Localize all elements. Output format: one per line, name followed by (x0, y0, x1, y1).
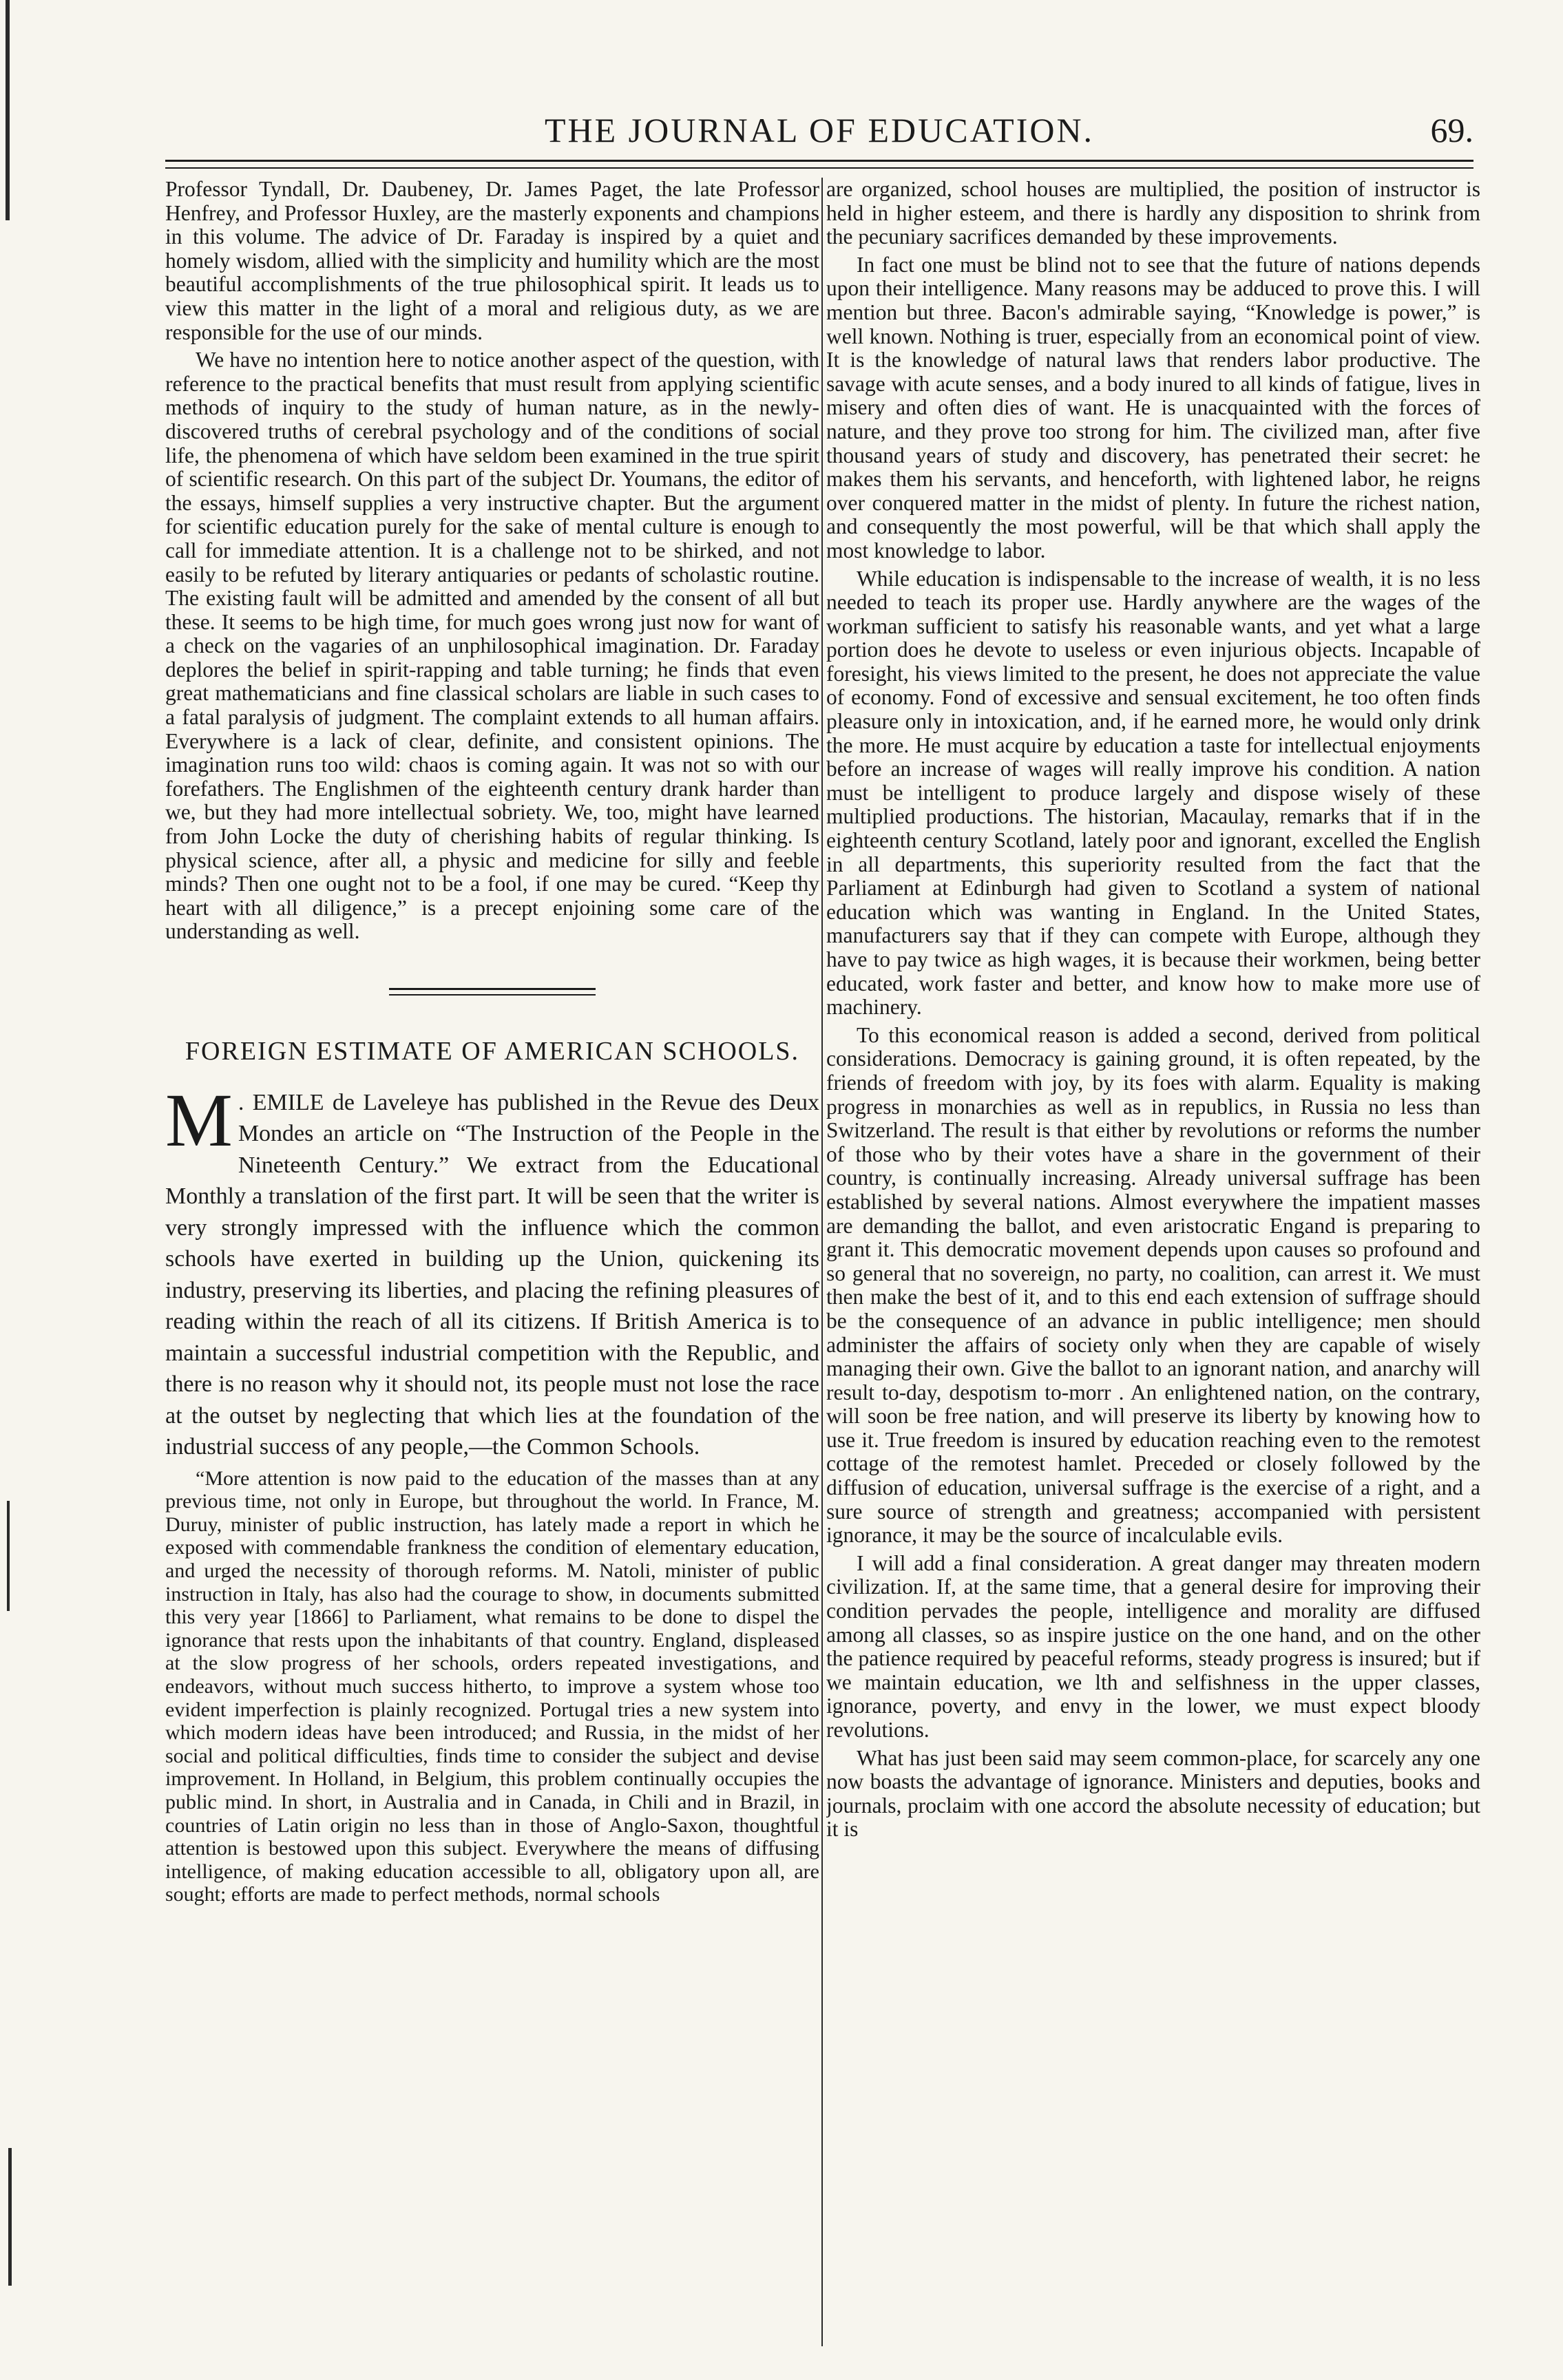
paragraph: We have no intention here to notice another aspect of the question, with reference to the practical benefits that must result from applying scientific methods of inquiry to the study of human nature, as in the newly-discovered truths of cerebral psychology and of the conditions of social life, the phenomena of which have seldom been examined in the true spirit of scientific research. On this part of the subject Dr. Youmans, the editor of the essays, himself supplies a very instructive chapter. But the argument for scientific education purely for the sake of mental culture is enough to call for immediate attention. It is a challenge not to be shirked, and not easily to be refuted by literary antiquaries or pedants of scholastic routine. The existing fault will be admitted and amended by the consent of all but these. It seems to be high time, for much goes wrong just now for want of a check on the vagaries of an unphilosophical imagination. Dr. Faraday deplores the belief in spirit-rapping and table turning; he finds that even great mathematicians and fine classical scholars are liable in such cases to a fatal paralysis of judgment. The complaint extends to all human affairs. Everywhere is a lack of clear, definite, and consistent opinions. The imagination runs too wild: chaos is coming again. It was not so with our forefathers. The Englishmen of the eighteenth century drank harder than we, but they had more intellectual sobriety. We, too, might have learned from John Locke the duty of cherishing habits of regular thinking. Is physical science, after all, a physic and medicine for silly and feeble minds? Then one ought not to be a fool, if one may be cured. “Keep thy heart with all diligence,” is a precept enjoining some care of the understanding as well. (165, 348, 819, 944)
paragraph: In fact one must be blind not to see that the future of nations depends upon their intelligence. Many reasons may be adduced to prove this. I will mention but three. Bacon's admirable saying, “Knowledge is power,” is well known. Nothing is truer, especially from an economical point of view. It is the knowledge of natural laws that renders labor productive. The savage with acute senses, and a body inured to all kinds of fatigue, lives in misery and often dies of want. He is unacquainted with the forces of nature, and they prove too strong for him. The civilized man, after five thousand years of study and discovery, has penetrated their secret: he makes them his servants, and henceforth, with lightened labor, he reigns over conquered matter in the midst of plenty. In future the richest nation, and consequently the most powerful, will be that which shall apply the most knowledge to labor. (826, 252, 1480, 562)
paragraph: Professor Tyndall, Dr. Daubeney, Dr. James Paget, the late Professor Henfrey, and Professor Huxley, are the masterly exponents and champions in this volume. The advice of Dr. Faraday is inspired by a quiet and homely wisdom, allied with the simplicity and humility which are the most beautiful accomplishments of the true philosophical spirit. It leads us to view this matter in the light of a moral and religious duty, as we are responsible for the use of our minds. (165, 178, 819, 344)
section-rule (389, 988, 596, 996)
section-heading: FOREIGN ESTIMATE OF AMERICAN SCHOOLS. (185, 1037, 800, 1066)
article-lead-paragraph (165, 1077, 819, 1463)
page-number: 69. (1430, 111, 1473, 149)
paragraph: “More attention is now paid to the education of the masses than at any previous time, not only in Europe, but throughout the world. In France, M. Duruy, minister of public instruction, has lately made a report in which he exposed with commendable frankness the condition of elementary education, and urged the necessity of thorough reforms. M. Natoli, minister of public instruction in Italy, has also had the courage to show, in documents submitted this very year [1866] to Parliament, what remains to be done to dispel the ignorance that rests upon the inhabitants of that country. England, displeased at the slow progress of her schools, orders repeated investigations, and endeavors, without much success hitherto, to improve a system whose too evident imperfection is plainly recognized. Portugal tries a new system into which modern ideas have been introduced; and Russia, in the midst of her social and political difficulties, finds time to consider the subject and devise improvement. In Holland, in Belgium, this problem continually occupies the public mind. In short, in Australia and in Canada, in Chili and in Brazil, in countries of Latin origin no less than in those of Anglo-Saxon, thoughtful attention is bestowed upon this subject. Everywhere the means of diffusing intelligence, of making education accessible to all, obligatory upon all, are sought; efforts are made to perfect methods, normal schools (165, 1466, 819, 1906)
paragraph: While education is indispensable to the increase of wealth, it is no less needed to teach its proper use. Hardly anywhere are the wages of the workman sufficient to satisfy his reasonable wants, and yet what a large portion does he devote to useless or even injurious objects. Incapable of foresight, his views limited to the present, he does not appreciate the value of economy. Fond of excessive and sensual excitement, he too often finds pleasure only in intoxication, and, if he earned more, he would only drink the more. He must acquire by education a taste for intellectual enjoyments before an increase of wages will really improve his condition. A nation must be intelligent to produce largely and dispose wisely of these multiplied productions. The historian, Macaulay, remarks that if in the eighteenth century Scotland, lately poor and ignorant, excelled the English in all departments, this superiority resulted from the fact that the Parliament at Edinburgh had given to Scotland a system of national education which was wanting in England. In the United States, manufacturers say that if they can compete with Europe, although they have to pay twice as high wages, it is because their workmen, being better educated, work faster and better, and know how to make more use of machinery. (826, 566, 1480, 1020)
paragraph: I will add a final consideration. A great danger may threaten modern civilization. If, at the same time, that a general desire for improving their condition pervades the people, intelligence and morality are diffused among all classes, so as inspire justice on the one hand, and on the other the patience required by peaceful reforms, steady progress is insured; but if we maintain education, we lth and selfishness in the upper classes, ignorance, poverty, and envy in the lower, we must expect bloody revolutions. (826, 1550, 1480, 1742)
paragraph: are organized, school houses are multiplied, the position of instructor is held in higher esteem, and there is hardly any disposition to shrink from the pecuniary sacrifices demanded by these improvements. (826, 178, 1480, 249)
quoted-translation (165, 1467, 819, 1906)
dropcap: M (165, 1077, 233, 1162)
left-column (165, 178, 819, 2346)
page-header (165, 110, 1473, 158)
right-column (826, 178, 1480, 2346)
scan-edge-mark (6, 0, 10, 220)
lead-text: . EMILE de Laveleye has published in the Revue des Deux Mondes an article on “The Instruction of the People in the Nineteenth Century.” We extract from the Educational Monthly a translation of the first part. It will be seen that the writer is very strongly impressed with the influence which the common schools have exerted in building up the Union, quickening its industry, preserving its liberties, and placing the refining pleasures of reading within the reach of all its citizens. If British America is to maintain a successful industrial competition with the Republic, and there is no reason why it should not, its people must not lose the race at the outset by neglecting that which lies at the foundation of the industrial success of any people,—the Common Schools. (165, 1089, 819, 1460)
running-title: THE JOURNAL OF EDUCATION. (544, 111, 1095, 149)
scan-edge-mark (8, 2148, 12, 2286)
paragraph: To this economical reason is added a second, derived from political considerations. Democracy is gaining ground, it is often repeated, by the friends of freedom with joy, by its foes with alarm. Equality is making progress in monarchies as well as in republics, in Russia no less than Switzerland. The result is that either by revolutions or reforms the number of those who by their votes have a share in the government of their country, is continually increasing. Already universal suffrage has been established by several nations. Almost everywhere the impatient masses are demanding the ballot, and even aristocratic Engand is preparing to grant it. This democratic movement depends upon causes so profound and so general that no sovereign, no party, no coalition, can arrest it. We must then make the best of it, and to this end each extension of suffrage should be the consequence of an advance in public intelligence; men should administer the affairs of society only when they are capable of wisely managing their own. Give the ballot to an ignorant nation, and anarchy will result to-day, despotism to-morr . An enlightened nation, on the contrary, will soon be free nation, and will preserve its liberty by knowing how to use it. True freedom is insured by education reaching even to the remotest cottage of the remotest hamlet. Preceded or closely followed by the diffusion of education, universal suffrage is the exercise of a right, and a sure source of strength and greatness; accompanied with persistent ignorance, it may be the source of incalculable evils. (826, 1022, 1480, 1548)
column-divider (821, 178, 823, 2346)
paragraph: What has just been said may seem common-place, for scarcely any one now boasts the advantage of ignorance. Ministers and deputies, books and journals, proclaim with one accord the absolute necessity of education; but it is (826, 1745, 1480, 1842)
header-rule (165, 160, 1473, 169)
scan-edge-mark (7, 1501, 10, 1611)
